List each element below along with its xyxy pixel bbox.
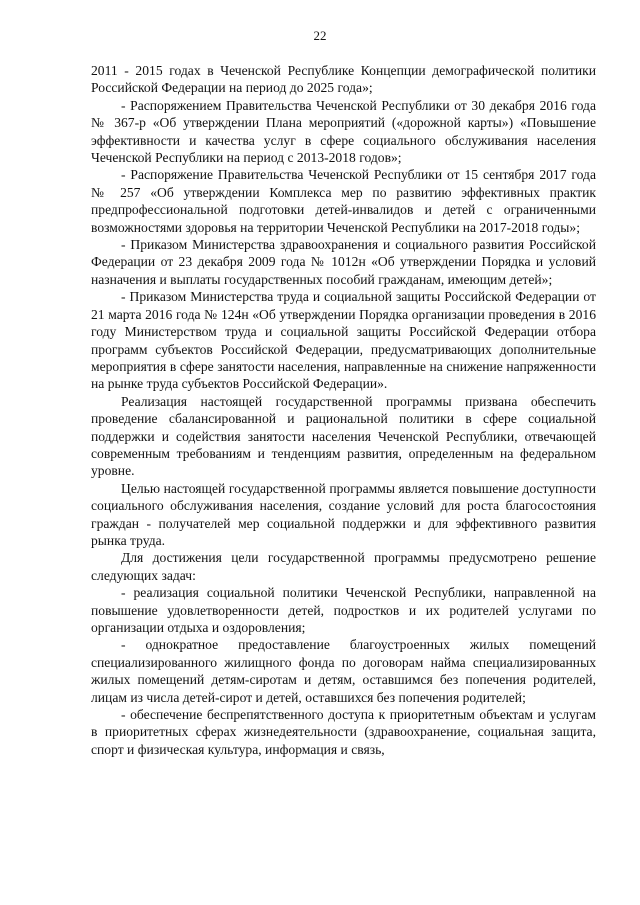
paragraph-order-124n: - Приказом Министерства труда и социальной защиты Российской Федерации от 21 марта 2016 года № 124н «Об утверждении Порядка организации проведения в 2016 году Министерством труда и социальной защиты Российской Федерации отбора программ субъектов Российской Федерации, предусматривающих дополнительные мероприятия в сфере занятости населения, направленные на снижение напряженности на рынке труда субъектов Российской Федерации». (91, 289, 596, 392)
paragraph-task-accessibility: - обеспечение беспрепятственного доступа к приоритетным объектам и услугам в приоритетных сферах жизнедеятельности (здравоохранение, социальная защита, спорт и физическая культура, информация и связь, (91, 707, 596, 757)
paragraph-program-goal: Целью настоящей государственной программы является повышение доступности социального обслуживания населения, создание условий для роста благосостояния граждан - получателей мер социальной поддержки и для эффективного развития рынка труда. (91, 480, 596, 548)
paragraph-task-recreation: - реализация социальной политики Чеченской Республики, направленной на повышение удовлетворенности детей, подростков и их родителей услугами по организации отдыха и оздоровления; (91, 585, 596, 635)
paragraph-task-housing: - однократное предоставление благоустроенных жилых помещений специализированного жилищного фонда по договорам найма специализированных жилых помещений детям-сиротам и детям, оставшимся без попечения родителей, лицам из числа детей-сирот и детей, оставшихся без попечения родителей; (91, 637, 596, 705)
page-number: 22 (313, 28, 327, 43)
paragraph-order-257: - Распоряжение Правительства Чеченской Республики от 15 сентября 2017 года № 257 «Об утверждении Комплекса мер по развитию эффективных практик предпрофессиональной подготовки детей-инвалидов и детей с ограниченными возможностями здоровья на территории Чеченской Республики на 2017-2018 годы»; (91, 167, 596, 235)
document-body (91, 62, 596, 758)
paragraph-order-1012n: - Приказом Министерства здравоохранения и социального развития Российской Федерации от 23 декабря 2009 года № 1012н «Об утверждении Порядка и условий назначения и выплаты государственных пособий гражданам, имеющим детей»; (91, 237, 596, 287)
paragraph-demographic-concept: 2011 - 2015 годах в Чеченской Республике Концепции демографической политики Российской Федерации на период до 2025 года»; (91, 63, 596, 96)
paragraph-order-367r: - Распоряжением Правительства Чеченской Республики от 30 декабря 2016 года № 367-р «Об утверждении Плана мероприятий («дорожной карты») «Повышение эффективности и качества услуг в сфере социального обслуживания населения Чеченской Республики на период с 2013-2018 годов»; (91, 97, 596, 166)
paragraph-program-implementation: Реализация настоящей государственной программы призвана обеспечить проведение сбалансированной и рациональной политики в сфере социальной поддержки и содействия занятости населения Чеченской Республики, отвечающей современным требованиям и тенденциям развития, определенным на федеральном уровне. (91, 393, 596, 479)
paragraph-tasks-intro: Для достижения цели государственной программы предусмотрено решение следующих задач: (91, 550, 596, 583)
